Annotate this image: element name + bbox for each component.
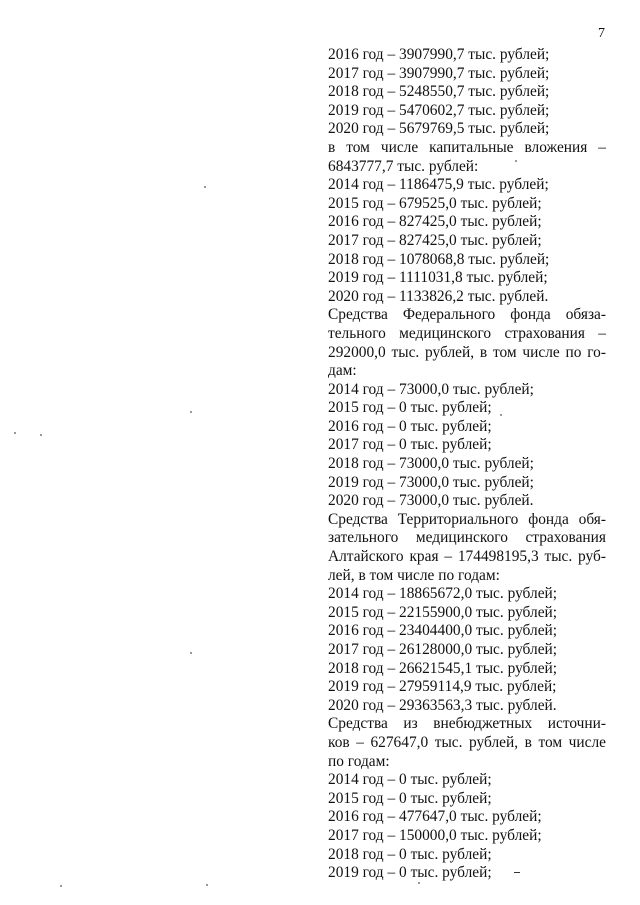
text-line: 2015 год – 0 тыс. рублей; <box>328 789 492 807</box>
scan-speck <box>40 434 42 436</box>
text-line: 2016 год – 477647,0 тыс. рублей; <box>328 808 542 826</box>
text-line: 2015 год – 22155900,0 тыс. рублей; <box>328 603 558 621</box>
text-line: 2014 год – 18865672,0 тыс. рублей; <box>328 585 558 603</box>
text-line: 2015 год – 679525,0 тыс. рублей; <box>328 194 542 212</box>
text-line: 2018 год – 1078068,8 тыс. рублей; <box>328 250 550 268</box>
scan-speck <box>60 885 62 887</box>
text-line: 2015 год – 0 тыс. рублей; <box>328 399 492 417</box>
text-line: 2019 год – 27959114,9 тыс. рублей; <box>328 678 557 696</box>
text-line: Средства из внебюджетных источни- <box>328 715 606 733</box>
text-line: ков – 627647,0 тыс. рублей, в том числе <box>328 733 606 751</box>
funding-text-block <box>328 46 606 883</box>
scan-speck <box>190 411 192 413</box>
text-line: 2019 год – 73000,0 тыс. рублей; <box>328 473 534 491</box>
text-line: Алтайского края – 174498195,3 тыс. руб- <box>328 548 606 566</box>
text-line: 2014 год – 0 тыс. рублей; <box>328 771 492 789</box>
text-line: 2017 год – 827425,0 тыс. рублей; <box>328 231 542 249</box>
text-line: 2017 год – 150000,0 тыс. рублей; <box>328 826 542 844</box>
text-line: Средства Территориального фонда обя- <box>328 510 606 528</box>
text-line: 2014 год – 1186475,9 тыс. рублей; <box>328 176 549 194</box>
page-number: 7 <box>598 26 605 41</box>
text-line: 2018 год – 5248550,7 тыс. рублей; <box>328 83 550 101</box>
text-line: 2017 год – 0 тыс. рублей; <box>328 436 492 454</box>
text-line: 2020 год – 73000,0 тыс. рублей. <box>328 492 534 510</box>
scan-speck <box>204 186 206 188</box>
text-line: 2019 год – 1111031,8 тыс. рублей; <box>328 269 548 287</box>
scan-speck <box>206 884 208 886</box>
text-line: зательного медицинского страхования <box>328 529 606 547</box>
text-line: дам: <box>328 362 357 380</box>
text-line: 2017 год – 3907990,7 тыс. рублей; <box>328 64 550 82</box>
text-line: 2019 год – 0 тыс. рублей; <box>328 864 492 882</box>
text-line: 2016 год – 827425,0 тыс. рублей; <box>328 213 542 231</box>
text-line: Средства Федерального фонда обяза- <box>328 306 606 324</box>
text-line: 2018 год – 0 тыс. рублей; <box>328 845 492 863</box>
text-line: 2016 год – 3907990,7 тыс. рублей; <box>328 46 550 63</box>
text-line: тельного медицинского страхования – <box>328 324 606 342</box>
text-line: 2018 год – 26621545,1 тыс. рублей; <box>328 659 558 677</box>
scan-speck <box>14 432 16 434</box>
text-line: 6843777,7 тыс. рублей: <box>328 157 479 175</box>
scan-speck <box>515 160 517 162</box>
text-line: 2020 год – 5679769,5 тыс. рублей; <box>328 120 550 138</box>
scan-speck <box>418 882 420 884</box>
scan-speck <box>500 414 502 416</box>
text-line: 2020 год – 1133826,2 тыс. рублей. <box>328 287 549 305</box>
text-line: по годам: <box>328 752 390 770</box>
text-line: 2019 год – 5470602,7 тыс. рублей; <box>328 101 550 119</box>
text-line: лей, в том числе по годам: <box>328 566 500 584</box>
text-line: 2016 год – 0 тыс. рублей; <box>328 417 492 435</box>
text-line: 2018 год – 73000,0 тыс. рублей; <box>328 455 534 473</box>
text-line: в том числе капитальные вложения – <box>328 138 606 156</box>
text-line: 2016 год – 23404400,0 тыс. рублей; <box>328 622 558 640</box>
scan-speck <box>190 652 192 654</box>
text-line: 2017 год – 26128000,0 тыс. рублей; <box>328 641 558 658</box>
scan-dash <box>514 872 520 873</box>
text-line: 2020 год – 29363563,3 тыс. рублей. <box>328 696 557 714</box>
text-line: 2014 год – 73000,0 тыс. рублей; <box>328 380 534 398</box>
text-line: 292000,0 тыс. рублей, в том числе по го- <box>328 343 606 361</box>
